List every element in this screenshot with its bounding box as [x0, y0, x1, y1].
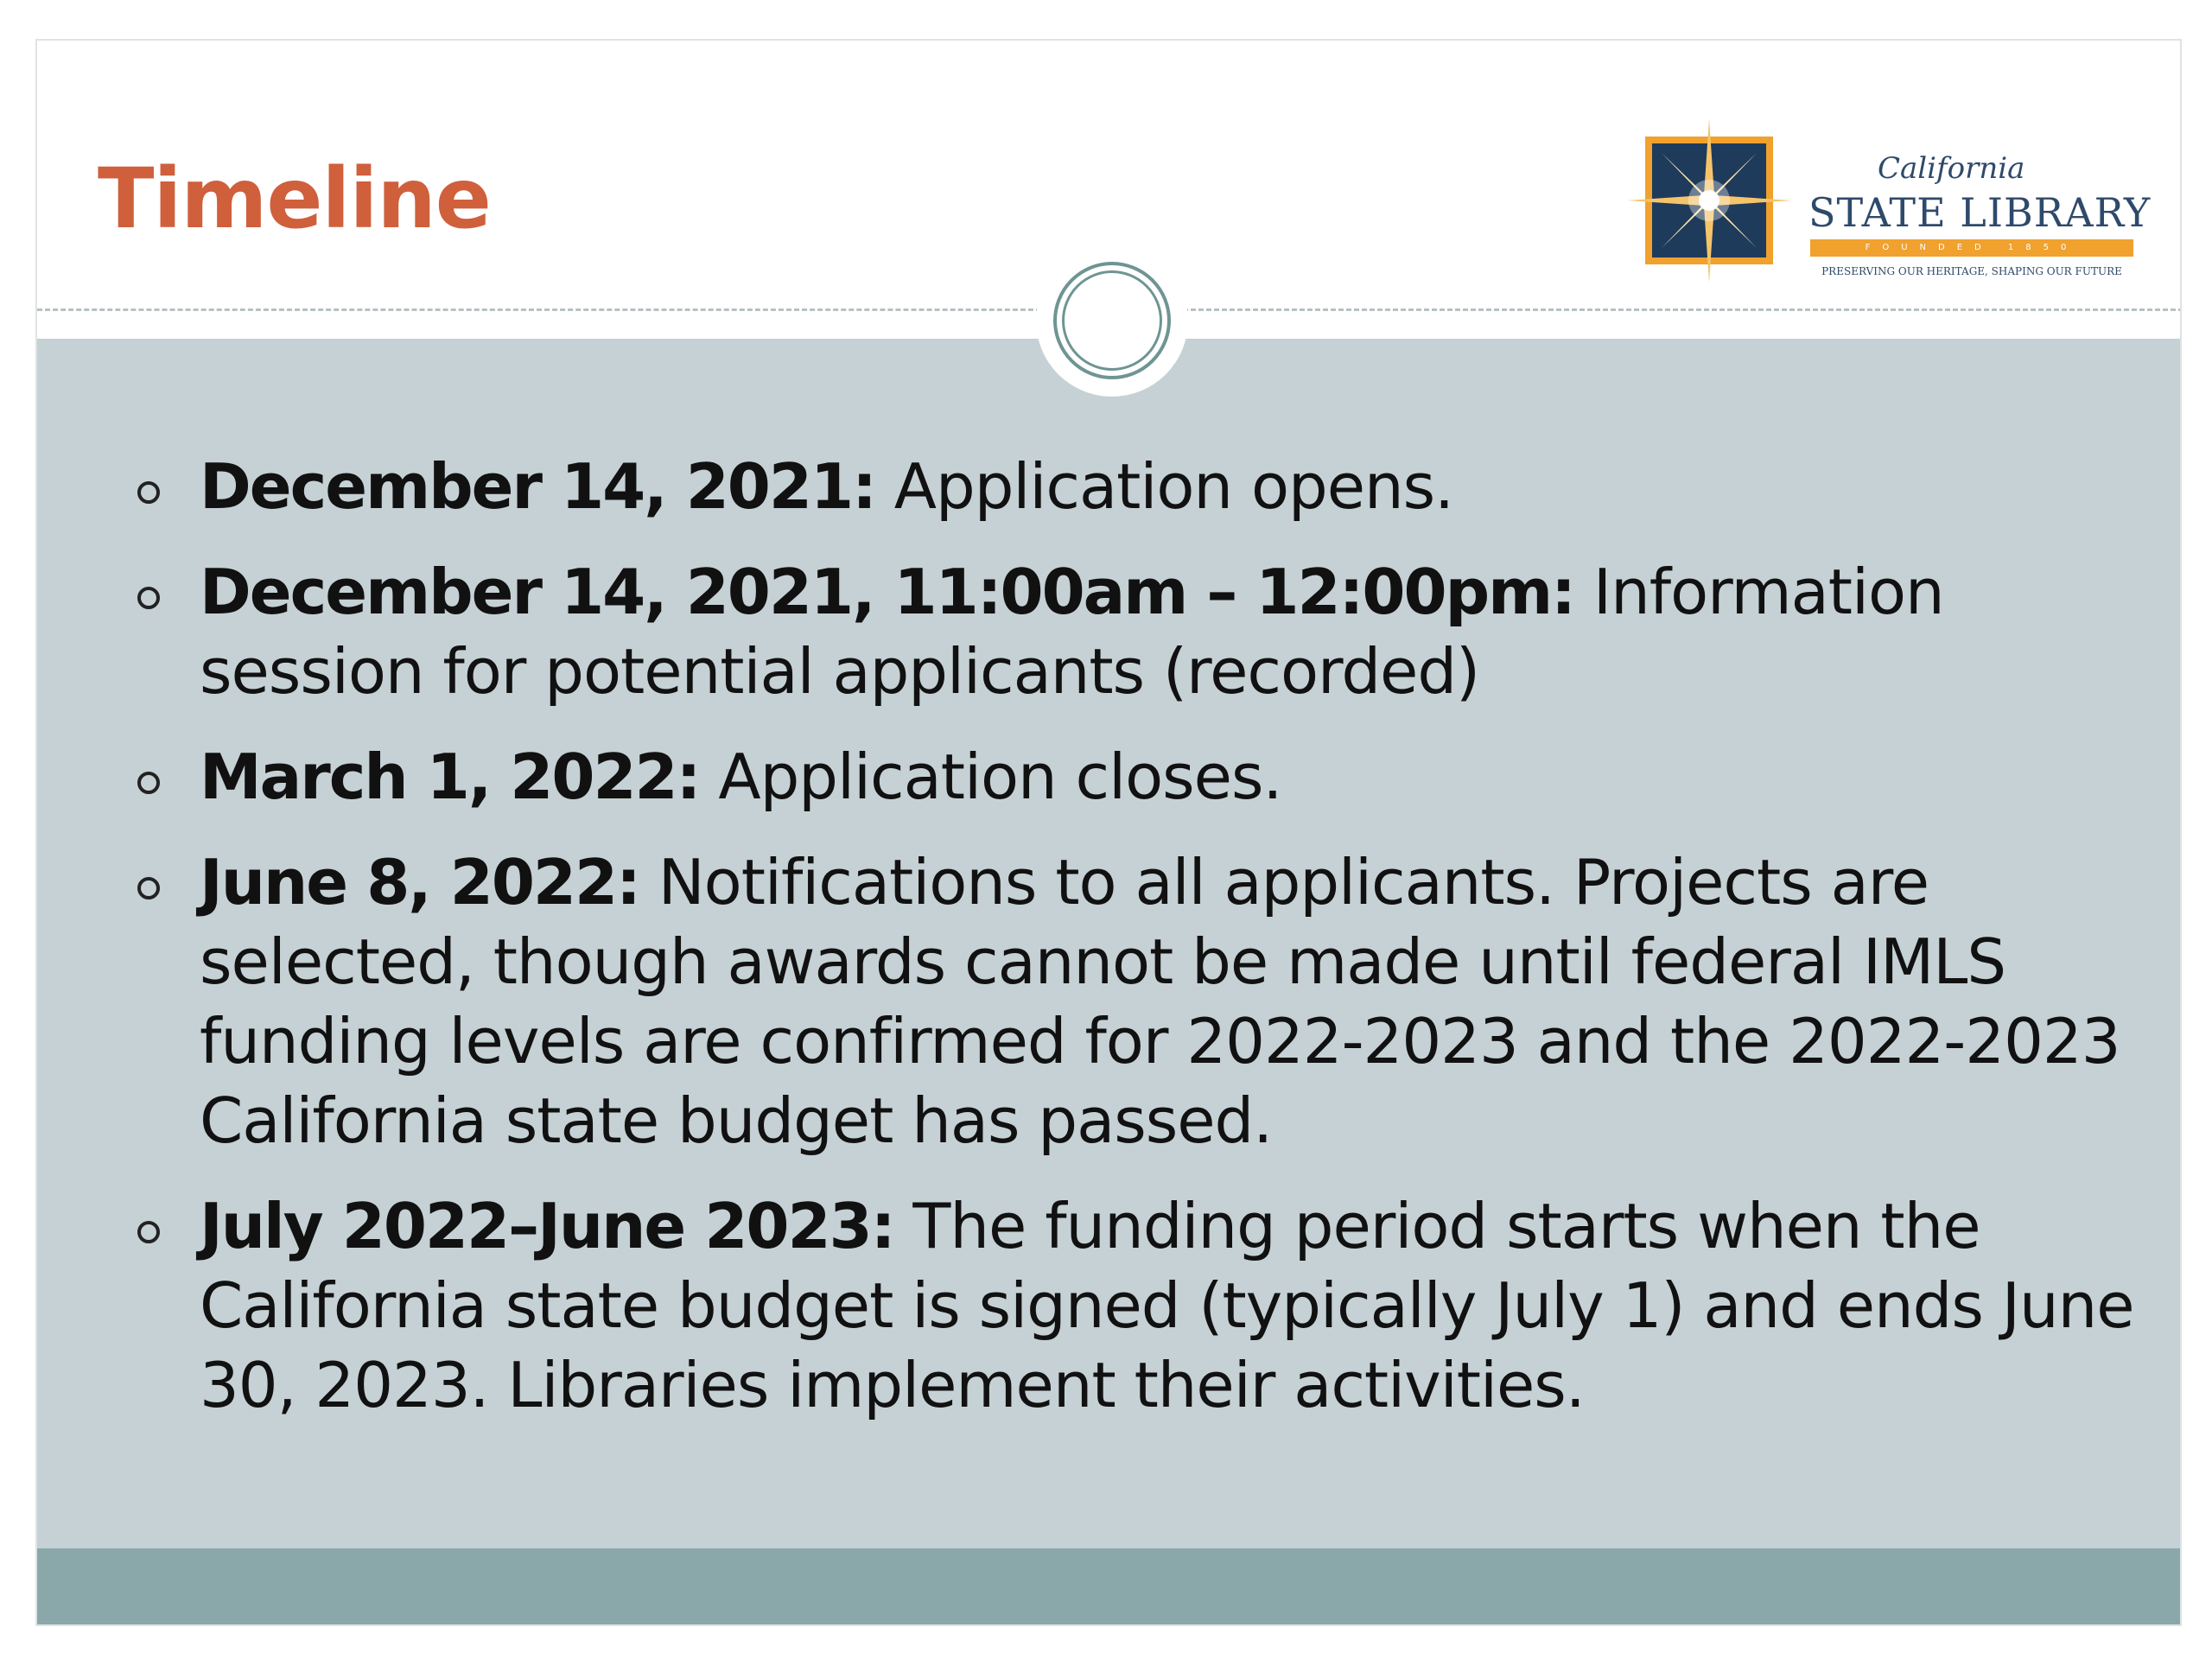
timeline-item	[98, 447, 2154, 526]
timeline-date: July 2022–June 2023:	[200, 1190, 894, 1262]
timeline-description: The funding period starts when the California state budget is signed (typically July 1) and ends June 30, 2023. Libraries implement their activities.	[200, 1190, 2134, 1421]
star-compass-icon	[1627, 118, 1791, 283]
timeline-list	[98, 447, 2154, 1451]
timeline-description: Application opens.	[874, 450, 1454, 523]
hollow-bullet-icon	[137, 877, 160, 899]
timeline-description: Application closes.	[699, 741, 1282, 813]
footer-bar	[37, 1548, 2180, 1626]
circle-ring-inner	[1062, 270, 1162, 371]
timeline-date: March 1, 2022:	[200, 741, 700, 813]
timeline-item	[98, 842, 2154, 1160]
california-state-library-logo	[1610, 101, 2152, 308]
logo-founded-band: FOUNDED 1850	[1810, 239, 2133, 257]
timeline-date: December 14, 2021, 11:00am – 12:00pm:	[200, 556, 1574, 628]
timeline-date: June 8, 2022:	[200, 846, 639, 918]
hollow-bullet-icon	[137, 587, 160, 609]
timeline-description: Notifications to all applicants. Projects are selected, though awards cannot be made until federal IMLS funding levels are confirmed for 2022-2023 and the 2022-2023 California state budget has passed.	[200, 846, 2120, 1157]
timeline-item	[98, 552, 2154, 711]
header-divider-right	[1183, 308, 2182, 311]
timeline-item	[98, 737, 2154, 817]
timeline-item	[98, 1186, 2154, 1425]
timeline-date: December 14, 2021:	[200, 450, 875, 523]
slide-title: Timeline	[98, 150, 491, 247]
logo-tagline-text: PRESERVING OUR HERITAGE, SHAPING OUR FUTURE	[1821, 265, 2122, 277]
logo-name-text: STATE LIBRARY	[1808, 189, 2152, 236]
hollow-bullet-icon	[137, 481, 160, 504]
logo-script-text: California	[1878, 151, 2025, 186]
timeline-description: Information session for potential applicants (recorded)	[200, 556, 1944, 708]
slide	[35, 39, 2182, 1626]
hollow-bullet-icon	[137, 1221, 160, 1243]
header-divider-left	[37, 308, 1041, 311]
hollow-bullet-icon	[137, 772, 160, 794]
